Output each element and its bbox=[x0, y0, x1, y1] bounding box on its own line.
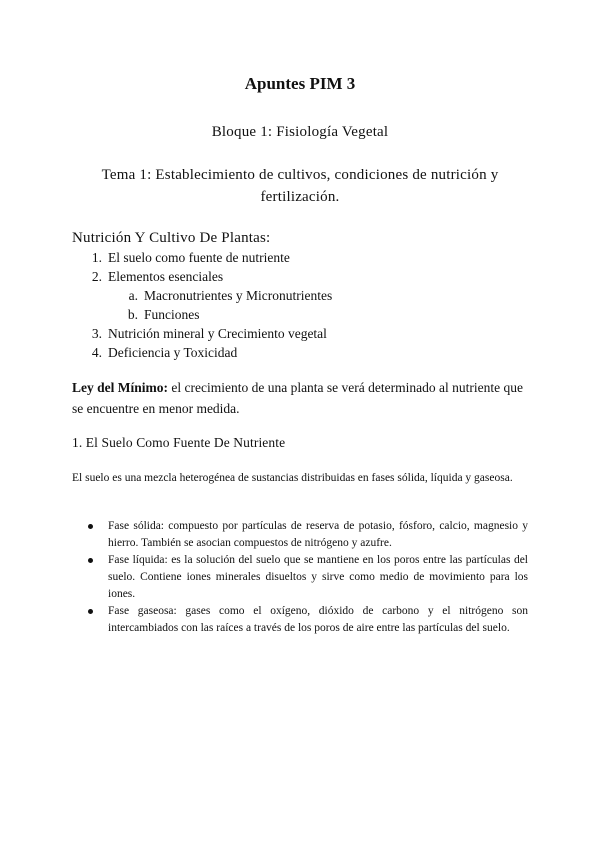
outline-item bbox=[72, 343, 528, 362]
outline-text: Macronutrientes y Micronutrientes bbox=[144, 288, 333, 303]
section-heading: Nutrición Y Cultivo De Plantas: bbox=[72, 230, 271, 246]
list-item bbox=[72, 603, 528, 637]
list-item bbox=[72, 518, 528, 552]
bullet-icon bbox=[88, 609, 93, 614]
outline-marker: b. bbox=[127, 307, 138, 322]
outline-marker: 2. bbox=[91, 269, 102, 284]
law-term: Ley del Mínimo: bbox=[72, 380, 168, 395]
outline-marker: 1. bbox=[91, 250, 102, 265]
phase-text: Fase gaseosa: gases como el oxígeno, dióxido de carbono y el nitrógeno son intercambiados con las raíces a través de los poros de aire entre las partículas del suelo. bbox=[108, 605, 528, 634]
outline-item bbox=[72, 248, 528, 267]
outline-item bbox=[72, 324, 528, 343]
outline-subitem bbox=[72, 286, 528, 305]
outline-item bbox=[72, 267, 528, 286]
soil-phases-list bbox=[72, 518, 528, 637]
theme-heading: Tema 1: Establecimiento de cultivos, condiciones de nutrición y fertilización. bbox=[101, 167, 499, 205]
phase-text: Fase líquida: es la solución del suelo que se mantiene en los poros entre las partículas del suelo. Contiene iones minerales disueltos y sirve como medio de movimiento para los iones. bbox=[108, 554, 528, 600]
document-title: Apuntes PIM 3 bbox=[244, 74, 356, 93]
law-definition: el crecimiento de una planta se verá determinado al nutriente que se encuentre en menor medida. bbox=[72, 380, 523, 416]
outline-subitem bbox=[72, 305, 528, 324]
law-paragraph bbox=[72, 377, 532, 419]
block-heading: Bloque 1: Fisiología Vegetal bbox=[211, 124, 389, 140]
intro-paragraph: El suelo es una mezcla heterogénea de sustancias distribuidas en fases sólida, líquida y gaseosa. bbox=[72, 472, 513, 484]
bullet-icon bbox=[88, 524, 93, 529]
outline-text: Deficiencia y Toxicidad bbox=[108, 345, 238, 360]
bullet-icon bbox=[88, 558, 93, 563]
outline-text: Elementos esenciales bbox=[108, 269, 224, 284]
outline-text: El suelo como fuente de nutriente bbox=[108, 250, 290, 265]
outline-text: Funciones bbox=[144, 307, 200, 322]
topic-outline bbox=[72, 248, 528, 362]
outline-marker: 3. bbox=[91, 326, 102, 341]
outline-text: Nutrición mineral y Crecimiento vegetal bbox=[108, 326, 327, 341]
subsection-title: 1. El Suelo Como Fuente De Nutriente bbox=[72, 435, 286, 450]
outline-marker: 4. bbox=[91, 345, 102, 360]
outline-marker: a. bbox=[128, 288, 138, 303]
phase-text: Fase sólida: compuesto por partículas de reserva de potasio, fósforo, calcio, magnesio y hierro. También se asocian compuestos de nitrógeno y azufre. bbox=[108, 520, 528, 549]
list-item bbox=[72, 552, 528, 603]
